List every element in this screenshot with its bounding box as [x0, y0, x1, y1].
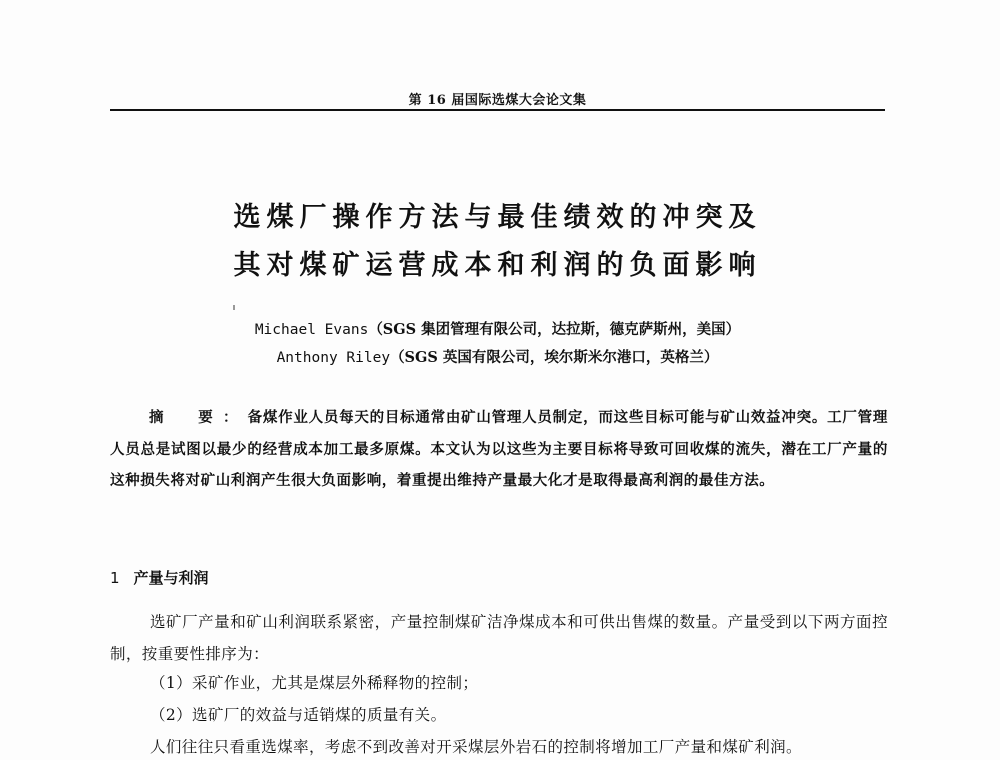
header-rule — [110, 109, 885, 111]
list-item: （1）采矿作业，尤其是煤层外稀释物的控制； — [150, 674, 479, 692]
section-title: 产量与利润 — [133, 569, 209, 587]
author-affiliation: （SGS 英国有限公司，埃尔斯米尔港口，英格兰） — [390, 349, 719, 366]
paper-title-line-1: 选煤厂操作方法与最佳绩效的冲突及 — [233, 202, 762, 233]
body-paragraph-2: 人们往往只看重选煤率，考虑不到改善对开采煤层外岩石的控制将增加工厂产量和煤矿利润。 — [150, 738, 802, 756]
section-heading — [110, 567, 209, 588]
running-header: 第 16 届国际选煤大会论文集 — [408, 93, 587, 108]
abstract-text: 备煤作业人员每天的目标通常由矿山管理人员制定，而这些目标可能与矿山效益冲突。工厂管理人员总是试图以最少的经营成本加工最多原煤。本文认为以这些为主要目标将导致可回收煤的流失，潜在工厂产量的这种损失将对矿山利润产生很大负面影响，着重提出维持产量最大化才是取得最高利润的最佳方法。 — [110, 409, 888, 489]
body-paragraph-1: 选矿厂产量和矿山利润联系紧密，产量控制煤矿洁净煤成本和可供出售煤的数量。产量受到以下两方面控制，按重要性排序为： — [110, 613, 888, 663]
paper-title-line-2: 其对煤矿运营成本和利润的负面影响 — [233, 250, 762, 281]
author-name: Anthony Riley — [276, 350, 391, 366]
section-number: 1 — [110, 569, 120, 587]
author-line-2 — [110, 346, 885, 367]
author-line-1 — [110, 318, 885, 339]
author-name: Michael Evans — [254, 322, 369, 338]
scan-mark — [233, 305, 235, 310]
abstract-label: 摘 要： — [149, 409, 248, 426]
abstract — [110, 402, 888, 497]
author-affiliation: （SGS 集团管理有限公司，达拉斯，德克萨斯州，美国） — [368, 321, 741, 338]
list-item: （2）选矿厂的效益与适销煤的质量有关。 — [150, 706, 447, 724]
